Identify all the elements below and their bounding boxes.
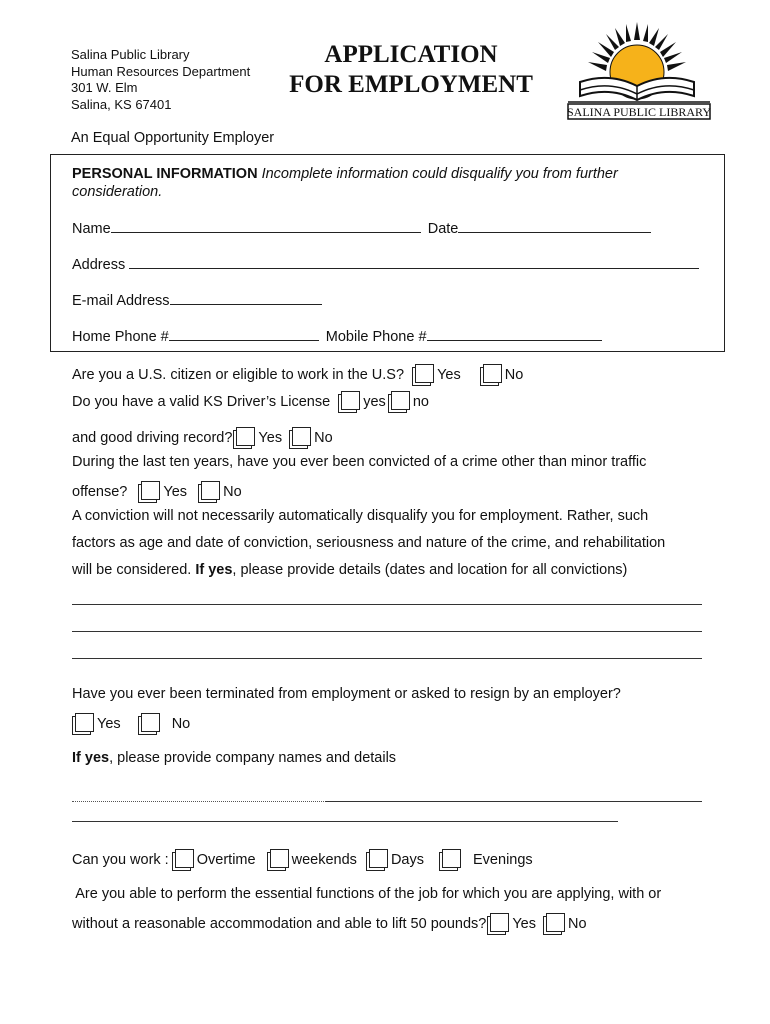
yes-label: yes xyxy=(363,394,386,410)
title-line-1: APPLICATION xyxy=(324,41,498,68)
license-yes-checkbox[interactable] xyxy=(341,391,360,410)
citizen-question: Are you a U.S. citizen or eligible to work in the U.S? xyxy=(72,367,405,383)
offense-yes-checkbox[interactable] xyxy=(141,481,160,500)
address-line: 301 W. Elm xyxy=(71,80,138,95)
driving-yes-checkbox[interactable] xyxy=(236,427,255,446)
offense-row xyxy=(72,481,242,500)
if-yes-bold: If yes xyxy=(195,562,233,578)
conviction-text-3a: will be considered. xyxy=(72,562,192,578)
terminated-question: Have you ever been terminated from employment or asked to resign by an employer? xyxy=(72,686,621,702)
yes-label: Yes xyxy=(163,484,188,500)
conviction-details-line-3[interactable] xyxy=(72,658,702,659)
driving-question: and good driving record? xyxy=(72,430,233,446)
mobile-phone-label: Mobile Phone # xyxy=(325,329,427,345)
conviction-details-line-2[interactable] xyxy=(72,631,702,632)
terminated-answer-row xyxy=(68,713,190,732)
conviction-details-line-1[interactable] xyxy=(72,604,702,605)
address-line: Salina, KS 67401 xyxy=(71,96,172,112)
evenings-checkbox[interactable] xyxy=(442,849,461,868)
essential-functions-text-1: Are you able to perform the essential functions of the job for which you are applying, with or xyxy=(72,886,662,902)
availability-row xyxy=(72,849,533,868)
license-question: Do you have a valid KS Driver’s License xyxy=(72,394,331,410)
personal-heading-line xyxy=(72,166,618,182)
essential-functions-text-2: without a reasonable accommodation and able to lift 50 pounds? xyxy=(72,916,487,932)
title-line-2: FOR EMPLOYMENT xyxy=(289,71,533,98)
address-line: Human Resources Department xyxy=(71,63,251,79)
sun-book-logo-icon xyxy=(560,20,715,125)
date-label: Date xyxy=(427,221,459,237)
conviction-text-3 xyxy=(72,562,627,578)
overtime-checkbox[interactable] xyxy=(175,849,194,868)
offense-no-checkbox[interactable] xyxy=(201,481,220,500)
yes-label: Yes xyxy=(97,716,121,732)
company-details-line-1a[interactable] xyxy=(72,801,324,802)
no-label: No xyxy=(504,367,524,383)
license-question-row xyxy=(72,391,429,410)
weekends-label: weekends xyxy=(291,852,357,868)
form-title xyxy=(286,40,536,100)
home-phone-field[interactable] xyxy=(169,328,319,341)
address-field[interactable] xyxy=(129,256,699,269)
equal-opportunity-text: An Equal Opportunity Employer xyxy=(71,130,275,146)
essential-functions-row xyxy=(72,913,587,932)
weekends-checkbox[interactable] xyxy=(270,849,289,868)
no-label: No xyxy=(171,716,191,732)
phone-row xyxy=(72,328,602,345)
personal-note-2: consideration. xyxy=(72,184,163,200)
citizen-yes-checkbox[interactable] xyxy=(415,364,434,383)
date-field[interactable] xyxy=(458,220,651,233)
yes-label: Yes xyxy=(512,916,536,932)
company-details-text: , please provide company names and details xyxy=(109,750,397,766)
if-yes-bold: If yes xyxy=(72,750,110,766)
offense-label: offense? xyxy=(72,484,128,500)
name-label: Name xyxy=(72,221,111,237)
company-details-prompt xyxy=(72,750,396,766)
license-no-checkbox[interactable] xyxy=(391,391,410,410)
library-logo xyxy=(560,20,715,125)
no-label: No xyxy=(568,916,587,932)
driving-record-row xyxy=(72,427,333,446)
mobile-phone-field[interactable] xyxy=(427,328,602,341)
conviction-text-2: factors as age and date of conviction, seriousness and nature of the crime, and rehabilitation xyxy=(72,535,666,551)
logo-text: SALINA PUBLIC LIBRARY xyxy=(566,105,712,119)
can-work-label: Can you work : xyxy=(72,852,169,868)
crime-question: During the last ten years, have you ever been convicted of a crime other than minor traffic xyxy=(72,454,647,470)
days-checkbox[interactable] xyxy=(369,849,388,868)
email-row xyxy=(72,292,322,309)
company-details-line-1b[interactable] xyxy=(325,801,702,802)
address-label: Address xyxy=(72,257,126,273)
email-field[interactable] xyxy=(170,292,322,305)
home-phone-label: Home Phone # xyxy=(72,329,169,345)
driving-no-checkbox[interactable] xyxy=(292,427,311,446)
email-label: E-mail Address xyxy=(72,293,170,309)
library-address xyxy=(71,47,250,113)
no-label: No xyxy=(314,430,333,446)
yes-label: Yes xyxy=(258,430,283,446)
company-details-line-2[interactable] xyxy=(72,821,618,822)
personal-note: Incomplete information could disqualify you from further xyxy=(261,166,618,182)
citizen-no-checkbox[interactable] xyxy=(483,364,502,383)
personal-heading: PERSONAL INFORMATION xyxy=(72,166,258,182)
personal-note-line-2 xyxy=(72,184,162,200)
conviction-text-1: A conviction will not necessarily automatically disqualify you for employment. Rather, such xyxy=(72,508,649,524)
name-field[interactable] xyxy=(111,220,421,233)
no-label: no xyxy=(412,394,429,410)
days-label: Days xyxy=(390,852,424,868)
conviction-text-3b: , please provide details (dates and location for all convictions) xyxy=(232,562,628,578)
citizen-question-row xyxy=(72,364,523,383)
terminated-yes-checkbox[interactable] xyxy=(75,713,94,732)
yes-label: Yes xyxy=(437,367,461,383)
name-row xyxy=(72,220,651,237)
essential-yes-checkbox[interactable] xyxy=(490,913,509,932)
terminated-no-checkbox[interactable] xyxy=(141,713,160,732)
evenings-label: Evenings xyxy=(473,852,533,868)
address-row xyxy=(72,256,699,273)
essential-no-checkbox[interactable] xyxy=(546,913,565,932)
address-line: Salina Public Library xyxy=(71,47,190,62)
overtime-label: Overtime xyxy=(196,852,256,868)
no-label: No xyxy=(223,484,242,500)
